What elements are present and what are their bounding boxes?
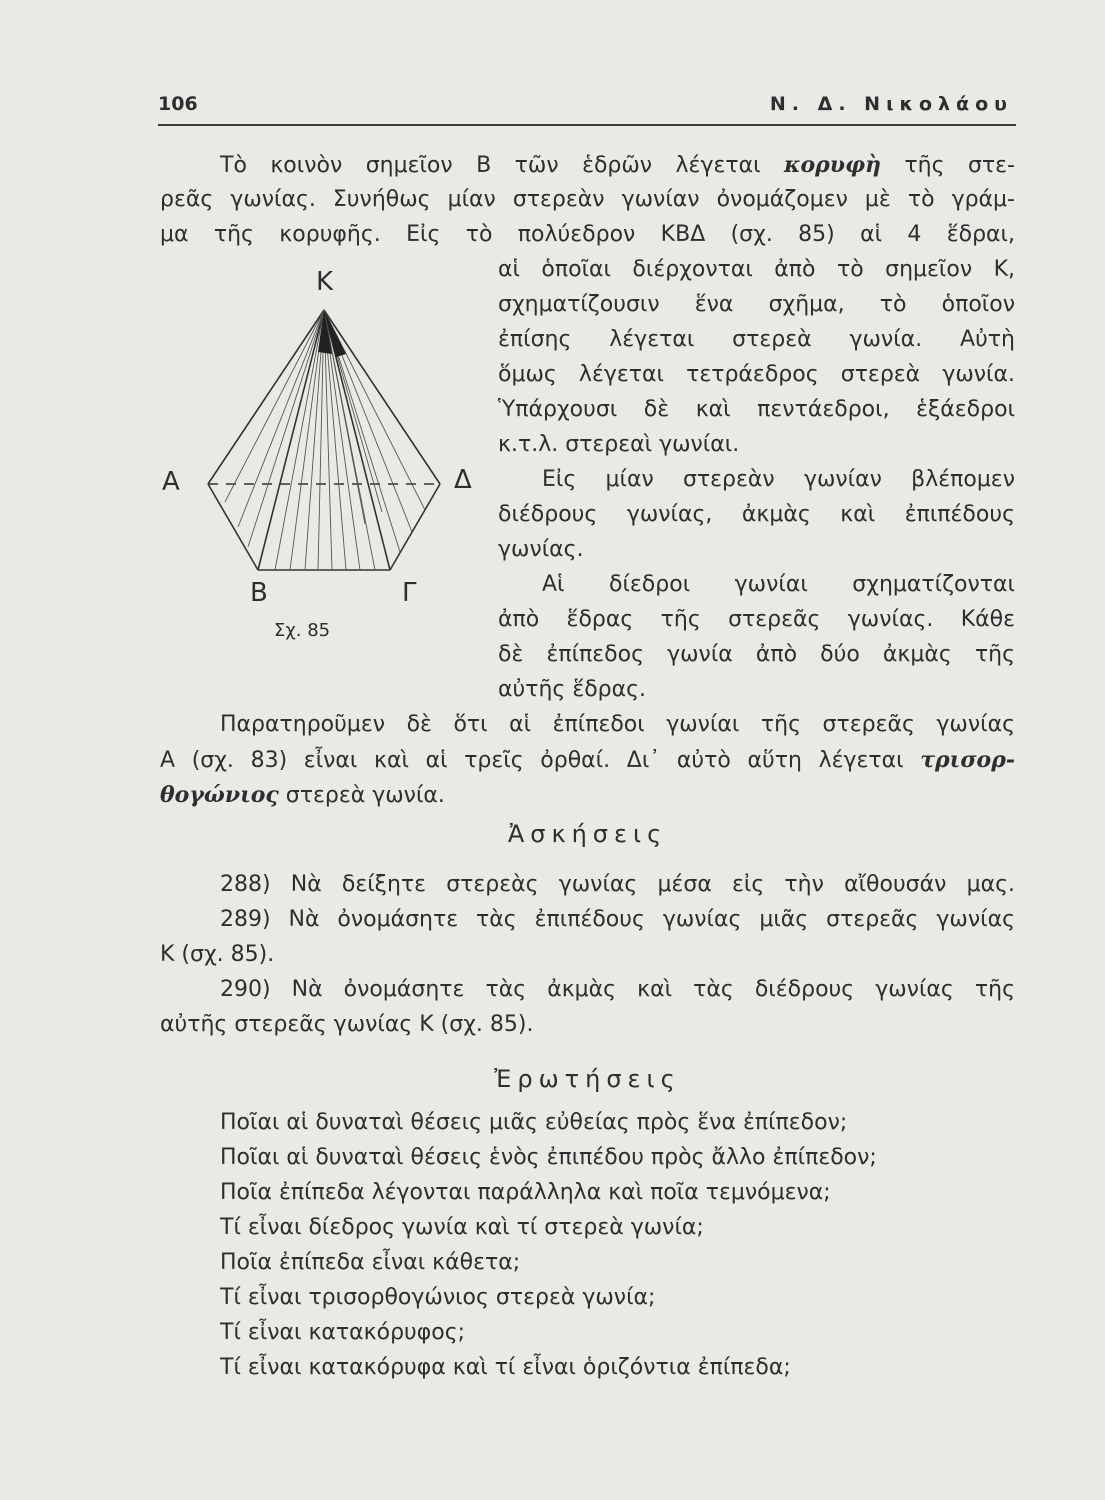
intro-line-3: μα τῆς κορυφῆς. Εἰς τὸ πολύεδρον ΚΒΔ (σχ. 85) αἱ 4 ἕδραι,: [160, 222, 1015, 247]
edge-K-A: [208, 310, 324, 484]
running-head: Ν. Δ. Νικολάου: [769, 93, 1013, 115]
intro-line-1: Τὸ κοινὸν σημεῖον Β τῶν ἑδρῶν λέγεται κορυφὴ τῆς στε-: [220, 152, 1015, 178]
label-K: Κ: [316, 267, 334, 297]
pyramid-diagram: [150, 262, 490, 652]
closing-line-3: θογώνιος στερεὰ γωνία.: [160, 782, 445, 808]
question-5: Ποῖα ἐπίπεδα εἶναι κάθετα;: [220, 1250, 521, 1275]
figure-85: [150, 262, 490, 652]
question-1: Ποῖαι αἱ δυναταὶ θέσεις μιᾶς εὐθείας πρὸς ἕνα ἐπίπεδον;: [220, 1110, 848, 1135]
exercise-290-line-1: 290) Νὰ ὀνομάσητε τὰς ἀκμὰς καὶ τὰς διέδρους γωνίας τῆς: [220, 977, 1015, 1002]
right-line-7: Εἰς μίαν στερεὰν γωνίαν βλέπομεν: [542, 467, 1015, 492]
right-line-3: ἐπίσης λέγεται στερεὰ γωνία. Αὐτὴ: [498, 327, 1015, 352]
right-line-11: ἀπὸ ἕδρας τῆς στερεᾶς γωνίας. Κάθε: [498, 607, 1015, 632]
question-4: Τί εἶναι δίεδρος γωνία καὶ τί στερεὰ γωνία;: [220, 1215, 704, 1240]
right-line-8: διέδρους γωνίας, ἀκμὰς καὶ ἐπιπέδους: [498, 502, 1015, 527]
edge-A-B: [208, 484, 258, 570]
exercise-289-line-1: 289) Νὰ ὀνομάσητε τὰς ἐπιπέδους γωνίας μιᾶς στερεᾶς γωνίας: [220, 907, 1015, 932]
right-line-12: δὲ ἐπίπεδος γωνία ἀπὸ δύο ἀκμὰς τῆς: [498, 642, 1015, 667]
closing-line-2: Α (σχ. 83) εἶναι καὶ αἱ τρεῖς ὀρθαί. Δι᾽ αὐτὸ αὕτη λέγεται τρισορ-: [160, 747, 1015, 773]
question-3: Ποῖα ἐπίπεδα λέγονται παράλληλα καὶ ποῖα τεμνόμενα;: [220, 1180, 831, 1205]
label-A: Α: [162, 467, 180, 497]
questions-title: Ἐρωτήσεις: [494, 1065, 681, 1093]
intro-line-2: ρεᾶς γωνίας. Συνήθως μίαν στερεὰν γωνίαν ὀνομάζομεν μὲ τὸ γράμ-: [160, 187, 1015, 212]
question-6: Τί εἶναι τρισορθογώνιος στερεὰ γωνία;: [220, 1285, 656, 1310]
exercise-289-line-2: Κ (σχ. 85).: [160, 942, 275, 967]
label-B: Β: [250, 578, 268, 608]
right-line-2: σχηματίζουσιν ἕνα σχῆμα, τὸ ὁποῖον: [498, 292, 1015, 317]
right-line-13: αὐτῆς ἕδρας.: [498, 677, 647, 702]
right-line-6: κ.τ.λ. στερεαὶ γωνίαι.: [498, 432, 740, 457]
right-line-1: αἱ ὁποῖαι διέρχονται ἀπὸ τὸ σημεῖον Κ,: [498, 257, 1015, 282]
term-trisorthogonios-b: θογώνιος: [160, 782, 279, 808]
edge-K-G: [324, 310, 390, 570]
exercise-288: 288) Νὰ δείξητε στερεὰς γωνίας μέσα εἰς τὴν αἴθουσάν μας.: [220, 872, 1015, 897]
term-trisorthogonios-a: τρισορ-: [920, 747, 1015, 773]
question-8: Τί εἶναι κατακόρυφα καὶ τί εἶναι ὁριζόντια ἐπίπεδα;: [220, 1355, 791, 1380]
right-line-10: Αἱ δίεδροι γωνίαι σχηματίζονται: [542, 572, 1015, 597]
right-line-5: Ὑπάρχουσι δὲ καὶ πεντάεδροι, ἑξάεδροι: [498, 397, 1015, 422]
exercises-title: Ἀσκήσεις: [507, 820, 668, 848]
closing-line-1: Παρατηροῦμεν δὲ ὅτι αἱ ἐπίπεδοι γωνίαι τῆς στερεᾶς γωνίας: [220, 712, 1015, 737]
page-number: 106: [158, 93, 198, 115]
exercise-290-line-2: αὐτῆς στερεᾶς γωνίας Κ (σχ. 85).: [160, 1012, 534, 1037]
right-line-9: γωνίας.: [498, 537, 584, 562]
term-koryfi: κορυφὴ: [784, 152, 881, 178]
figure-caption: Σχ. 85: [274, 620, 331, 641]
right-line-4: ὅμως λέγεται τετράεδρος στερεὰ γωνία.: [498, 362, 1015, 387]
question-7: Τί εἶναι κατακόρυφος;: [220, 1320, 466, 1345]
label-G: Γ: [402, 578, 417, 608]
question-2: Ποῖαι αἱ δυναταὶ θέσεις ἑνὸς ἐπιπέδου πρὸς ἄλλο ἐπίπεδον;: [220, 1145, 877, 1170]
header-rule: [158, 124, 1016, 126]
label-D: Δ: [454, 465, 472, 495]
edge-G-D: [390, 484, 440, 570]
